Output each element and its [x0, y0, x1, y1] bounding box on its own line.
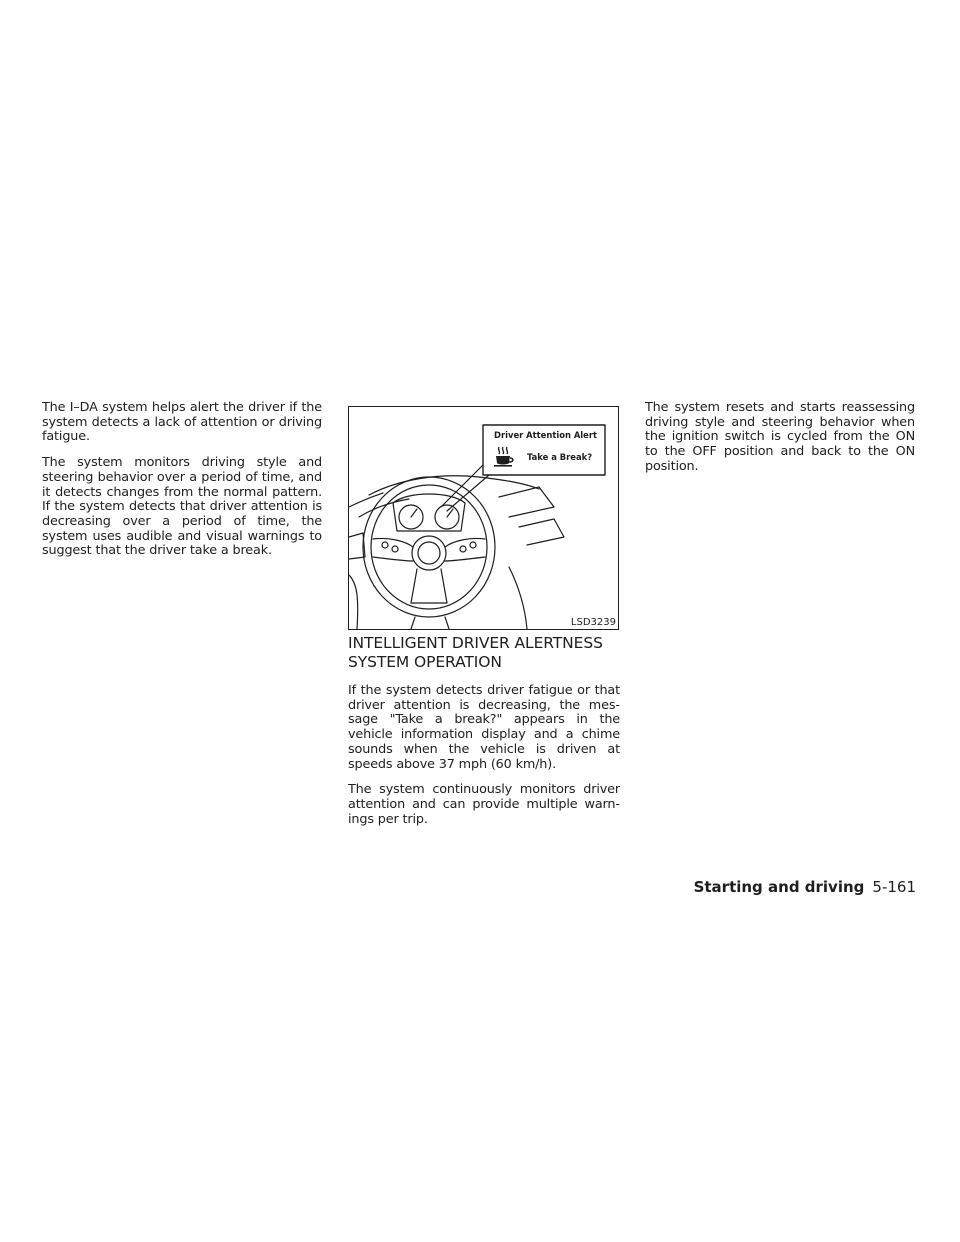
column-middle — [348, 634, 620, 838]
page-footer — [694, 878, 916, 896]
display-message: Take a Break? — [527, 452, 593, 462]
section-heading: INTELLIGENT DRIVER ALERTNESS SYSTEM OPERATION — [348, 634, 603, 671]
paragraph: If the system detects driver fatigue or that driver attention is decreasing, the message "Take a break?" appears in the vehicle information display and a chime sounds when the vehicle is driven at speeds above 37 mph (60 km/h). — [348, 683, 620, 772]
page-number: 5-161 — [872, 878, 916, 896]
column-left — [42, 401, 322, 570]
paragraph: The system monitors driving style and steering behavior over a period of time, and it detects changes from the normal pattern. If the system detects that driver attention is decreasing over a period of time, the system uses audible and visual warnings to suggest that the driver take a break. — [42, 455, 322, 559]
driver-attention-alert-figure — [348, 406, 619, 630]
footer-section-title: Starting and driving — [693, 878, 865, 896]
display-title: Driver Attention Alert — [494, 430, 597, 440]
vehicle-information-display — [483, 425, 605, 475]
coffee-cup-icon — [493, 445, 515, 467]
figure-code: LSD3239 — [570, 617, 616, 628]
column-right — [645, 401, 915, 486]
paragraph: The system continuously monitors driver attention and can provide multiple warnings per trip. — [348, 782, 620, 827]
paragraph: The system resets and starts reassessing driving style and steering behavior when the ignition switch is cycled from the ON to the OFF position and back to the ON position. — [645, 400, 915, 474]
paragraph: The I–DA system helps alert the driver if the system detects a lack of attention or driving fatigue. — [42, 400, 322, 445]
